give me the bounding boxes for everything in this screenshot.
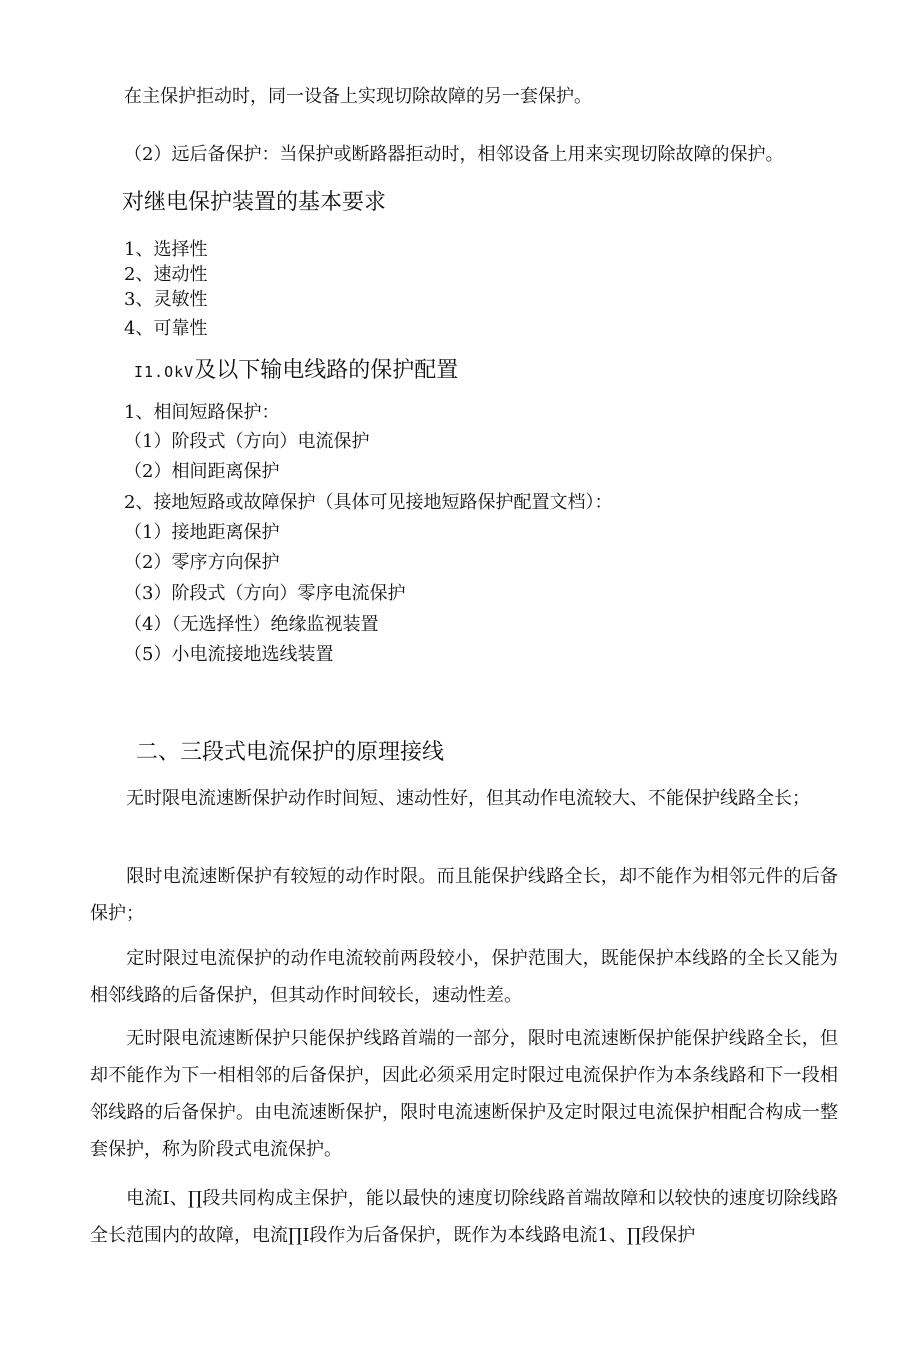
requirement-item: 1、选择性 (124, 239, 208, 260)
config-line: 2、接地短路或故障保护（具体可见接地短路保护配置文档）： (124, 492, 613, 513)
config-line: （1）阶段式（方向）电流保护 (124, 431, 370, 452)
config-line: （2）相间距离保护 (124, 461, 280, 482)
paragraph-text: 无时限电流速断保护动作时间短、速动性好，但其动作电流较大、不能保护线路全长； (126, 788, 810, 809)
paragraph (90, 858, 838, 932)
paragraph (90, 940, 838, 1014)
config-heading (134, 358, 458, 385)
config-heading-voltage: I1.OkV (134, 363, 195, 381)
requirement-item: 4、可靠性 (124, 318, 208, 339)
requirement-item: 2、速动性 (124, 264, 208, 285)
paragraph (90, 1180, 838, 1254)
config-heading-text: 及以下输电线路的保护配置 (194, 358, 459, 383)
intro-line-1: 在主保护拒动时，同一设备上实现切除故障的另一套保护。 (124, 86, 592, 107)
three-stage-heading: 二、三段式电流保护的原理接线 (136, 740, 445, 765)
config-line: （3）阶段式（方向）零序电流保护 (124, 583, 406, 604)
paragraph-text: 无时限电流速断保护只能保护线路首端的一部分，限时电流速断保护能保护线路全长，但却不能作为下一相相邻的后备保护，因此必须采用定时限过电流保护作为本条线路和下一段相邻线路的后备保护。由电流速断保护，限时电流速断保护及定时限过电流保护相配合构成一整套保护，称为阶段式电流保护。 (90, 1028, 838, 1160)
paragraph-text: 限时电流速断保护有较短的动作时限。而且能保护线路全长，却不能作为相邻元件的后备保护； (90, 866, 838, 924)
requirement-item: 3、灵敏性 (124, 289, 208, 310)
paragraph (90, 1020, 838, 1168)
config-line: （2）零序方向保护 (124, 552, 280, 573)
config-line: （5）小电流接地选线装置 (124, 644, 334, 665)
config-line: 1、相间短路保护： (124, 402, 280, 423)
paragraph-text: 电流I、∏段共同构成主保护，能以最快的速度切除线路首端故障和以较快的速度切除线路全长范围内的故障，电流∏I段作为后备保护，既作为本线路电流1、∏段保护 (90, 1188, 838, 1246)
paragraph (90, 780, 838, 817)
paragraph-text: 定时限过电流保护的动作电流较前两段较小，保护范围大，既能保护本线路的全长又能为相邻线路的后备保护，但其动作时间较长，速动性差。 (90, 948, 838, 1006)
config-line: （1）接地距离保护 (124, 522, 280, 543)
requirements-heading: 对继电保护装置的基本要求 (122, 190, 387, 215)
config-line: （4）（无选择性）绝缘监视装置 (124, 614, 379, 635)
intro-line-2: （2）远后备保护：当保护或断路器拒动时，相邻设备上用来实现切除故障的保护。 (124, 144, 784, 165)
